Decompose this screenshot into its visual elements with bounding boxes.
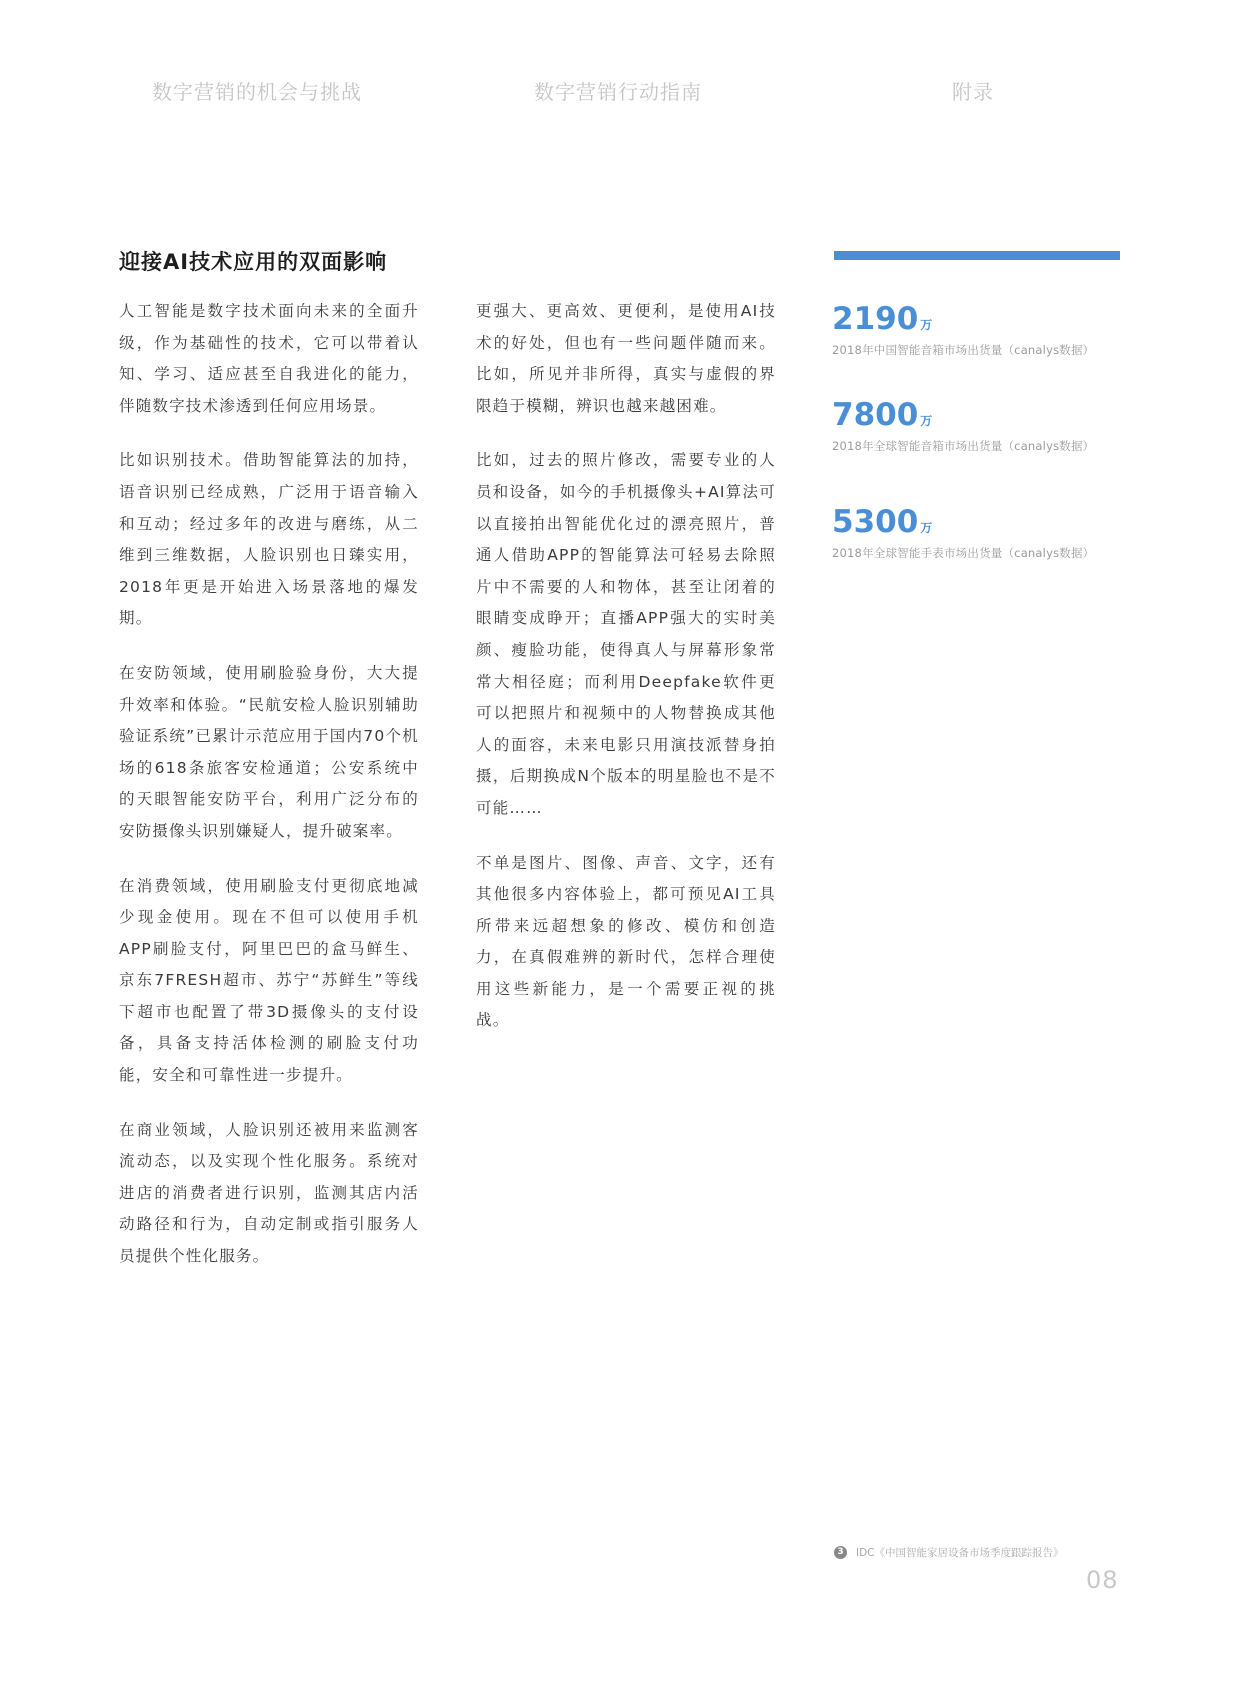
stat-unit: 万: [920, 521, 933, 535]
stat-description: 2018年全球智能音箱市场出货量（canalys数据）: [832, 439, 1095, 453]
paragraph: 在安防领域，使用刷脸验身份，大大提升效率和体验。“民航安检人脸识别辅助验证系统”已累计示范应用于国内70个机场的618条旅客安检通道；公安系统中的天眼智能安防平台，利用广泛分布的安防摄像头识别嫌疑人，提升破案率。: [119, 663, 419, 840]
stat-global-smart-speaker: [832, 398, 1094, 454]
stat-china-smart-speaker: [832, 302, 1094, 358]
stat-description: 2018年中国智能音箱市场出货量（canalys数据）: [832, 343, 1095, 357]
paragraph: 更强大、更高效、更便利，是使用AI技术的好处，但也有一些问题伴随而来。比如，所见并非所得，真实与虚假的界限趋于模糊，辨识也越来越困难。: [476, 302, 776, 415]
stat-unit: 万: [920, 318, 933, 332]
stat-value: 2190: [832, 301, 919, 337]
stat-unit: 万: [920, 414, 933, 428]
nav-item-action-guide[interactable]: 数字营销行动指南: [534, 80, 702, 104]
article-column-middle: [476, 296, 776, 1060]
paragraph: 比如识别技术。借助智能算法的加持，语音识别已经成熟，广泛用于语音输入和互动；经过多年的改进与磨练，从二维到三维数据，人脸识别也日臻实用，2018年更是开始进入场景落地的爆发期。: [119, 451, 419, 628]
accent-bar: [834, 251, 1120, 260]
stat-description: 2018年全球智能手表市场出货量（canalys数据）: [832, 546, 1095, 560]
paragraph: 在商业领域，人脸识别还被用来监测客流动态，以及实现个性化服务。系统对进店的消费者进行识别，监测其店内活动路径和行为，自动定制或指引服务人员提供个性化服务。: [119, 1120, 419, 1266]
paragraph: 不单是图片、图像、声音、文字，还有其他很多内容体验上，都可预见AI工具所带来远超想象的修改、模仿和创造力，在真假难辨的新时代，怎样合理使用这些新能力，是一个需要正视的挑战。: [476, 853, 776, 1030]
paragraph: 人工智能是数字技术面向未来的全面升级，作为基础性的技术，它可以带着认知、学习、适应甚至自我进化的能力，伴随数字技术渗透到任何应用场景。: [119, 302, 419, 415]
page-number: 08: [1086, 1566, 1119, 1594]
stat-value: 7800: [832, 397, 919, 433]
top-navigation: [0, 76, 1240, 110]
section-title: 迎接AI技术应用的双面影响: [119, 250, 388, 274]
stat-global-smartwatch: [832, 505, 1094, 561]
stat-value: 5300: [832, 504, 919, 540]
footnote-number-icon: 3: [834, 1546, 847, 1559]
footnote: [834, 1545, 1064, 1560]
footnote-text: IDC《中国智能家居设备市场季度跟踪报告》: [856, 1547, 1064, 1559]
paragraph: 在消费领域，使用刷脸支付更彻底地减少现金使用。现在不但可以使用手机APP刷脸支付，阿里巴巴的盒马鲜生、京东7FRESH超市、苏宁“苏鲜生”等线下超市也配置了带3D摄像头的支付设备，具备支持活体检测的刷脸支付功能，安全和可靠性进一步提升。: [119, 876, 419, 1085]
nav-item-opportunities-challenges[interactable]: 数字营销的机会与挑战: [152, 80, 362, 104]
paragraph: 比如，过去的照片修改，需要专业的人员和设备，如今的手机摄像头+AI算法可以直接拍出智能优化过的漂亮照片，普通人借助APP的智能算法可轻易去除照片中不需要的人和物体，甚至让闭着的眼睛变成睁开；直播APP强大的实时美颜、瘦脸功能，使得真人与屏幕形象常常大相径庭；而利用Deepfake软件更可以把照片和视频中的人物替换成其他人的面容，未来电影只用演技派替身拍摄，后期换成N个版本的明星脸也不是不可能……: [476, 451, 776, 817]
article-column-left: [119, 296, 419, 1296]
nav-item-appendix[interactable]: 附录: [952, 80, 994, 104]
